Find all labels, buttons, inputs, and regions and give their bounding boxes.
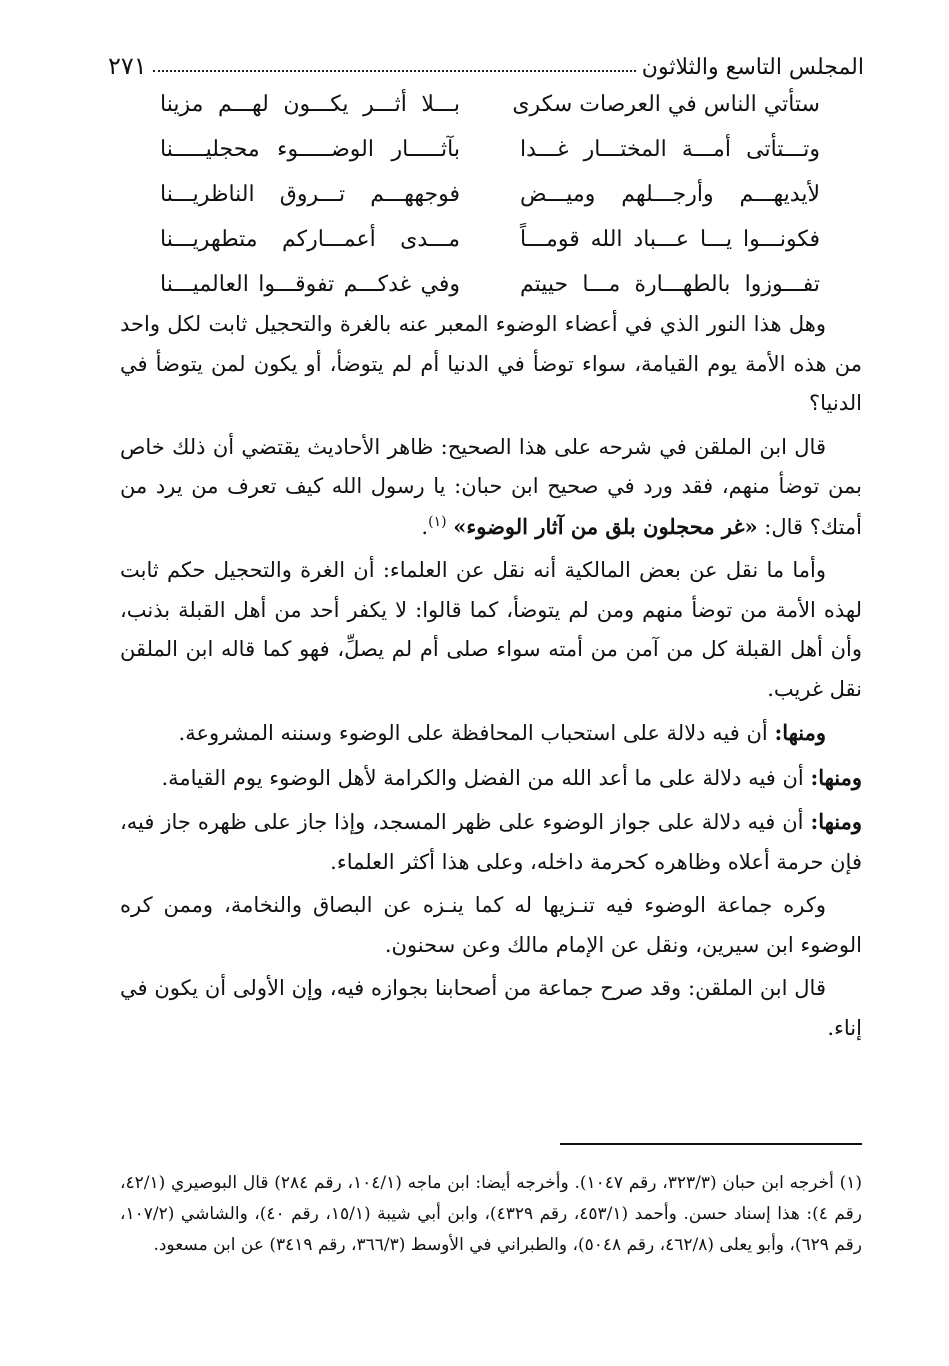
verse <box>160 262 820 307</box>
verse-second-hemistich: بـــلا أثـــر يكـــون لهـــم مزينا <box>160 92 460 117</box>
paragraph: وأما ما نقل عن بعض المالكية أنه نقل عن العلماء: أن الغرة والتحجيل حكم ثابت لهذه الأمة من توضأ منهم ومن لم يتوضأ، كما قالوا: لا يكفر أحد من أهل القبلة بذنب، وأن أهل القبلة كل من آمن من أمته سواء صلى أم لم يصلِّ، فهو كما قاله ابن الملقن نقل غريب. <box>120 558 862 701</box>
footnote-text: (١) أخرجه ابن حبان (٣٢٣/٣، رقم ١٠٤٧). وأخرجه أيضا: ابن ماجه (١٠٤/١، رقم ٢٨٤) قال البوصيري (٤٢/١، رقم ٤): هذا إسناد حسن. وأحمد (٤٥٣/١، رقم ٤٣٢٩)، وابن أبي شيبة (١٥/١، رقم ٤٠)، والشاشي (١٠٧/٢، رقم ٦٢٩)، وأبو يعلى (٤٦٢/٨، رقم ٥٠٤٨)، والطبراني في الأوسط (٣٦٦/٣، رقم ٣٤١٩) عن ابن مسعود. <box>120 1173 863 1255</box>
verse <box>160 82 820 127</box>
paragraph <box>120 758 862 799</box>
verse-second-hemistich: فوجههـــم تـــروق الناظريـــنا <box>160 182 460 207</box>
header-dotted-leader <box>153 69 636 72</box>
poem <box>160 82 820 307</box>
footnote <box>120 1168 862 1261</box>
paragraph: قال ابن الملقن: وقد صرح جماعة من أصحابنا بجوازه فيه، وإن الأولى أن يكون في إناء. <box>120 976 862 1040</box>
body-text <box>120 305 862 1052</box>
verse-first-hemistich: ستأتي الناس في العرصات سكرى <box>512 92 820 117</box>
paragraph-text: أن فيه دلالة على جواز الوضوء على ظهر المسجد، وإذا جاز على ظهره جاز فيه، فإن حرمة أعلاه وظاهره كحرمة داخله، وعلى هذا أكثر العلماء. <box>120 810 862 874</box>
verse-first-hemistich: لأيديهـــم وأرجـــلهم وميـــض <box>520 182 820 207</box>
verse <box>160 172 820 217</box>
verse <box>160 217 820 262</box>
page-header <box>108 40 864 80</box>
verse-first-hemistich: فكونـــوا يـــا عـــباد الله قومـــاً <box>520 227 820 252</box>
hadith-quote: «غر محجلون بلق من آثار الوضوء» <box>453 513 758 539</box>
paragraph: وهل هذا النور الذي في أعضاء الوضوء المعبر عنه بالغرة والتحجيل ثابت لكل واحد من هذه الأمة يوم القيامة، سواء توضأ في الدنيا أم لم يتوضأ، أو يكون لمن يتوضأ في الدنيا؟ <box>120 312 862 415</box>
footnote-separator <box>560 1143 862 1145</box>
paragraph-text: قال ابن الملقن في شرحه على هذا الصحيح: ظاهر الأحاديث يقتضي أن ذلك خاص بمن توضأ منهم، فقد ورد في صحيح ابن حبان: يا رسول الله كيف تعرف من يرد من أمتك؟ قال: <box>120 434 862 539</box>
paragraph-text: أن فيه دلالة على ما أعد الله من الفضل والكرامة لأهل الوضوء يوم القيامة. <box>161 765 811 790</box>
verse-second-hemistich: بآثـــــار الوضـــــوء محجليـــــنا <box>160 137 460 162</box>
paragraph: وكره جماعة الوضوء فيه تنـزيها له كما ينـزه عن البصاق والنخامة، وممن كره الوضوء ابن سيرين، ونقل عن الإمام مالك وعن سحنون. <box>120 893 862 957</box>
paragraph <box>120 713 862 754</box>
chapter-title: المجلس التاسع والثلاثون <box>641 55 864 80</box>
paragraph <box>120 802 862 882</box>
verse <box>160 127 820 172</box>
verse-second-hemistich: مـــدى أعمـــاركم متطهريـــنا <box>160 227 460 252</box>
lead-word: ومنها: <box>810 809 862 834</box>
page-number: ٢٧١ <box>108 52 147 80</box>
paragraph <box>120 428 862 548</box>
footnote-reference[interactable]: (١) <box>428 513 447 530</box>
paragraph-end: . <box>421 514 429 539</box>
paragraph-text: أن فيه دلالة على استحباب المحافظة على الوضوء وسننه المشروعة. <box>178 721 775 745</box>
lead-word: ومنها: <box>774 720 826 745</box>
lead-word: ومنها: <box>810 764 862 790</box>
verse-second-hemistich: وفي غدكـــم تفوقـــوا العالميـــنا <box>160 272 460 297</box>
verse-first-hemistich: تفـــوزوا بالطهـــارة مـــا حييتم <box>520 272 820 297</box>
verse-first-hemistich: وتـــتأتى أمـــة المختـــار غـــدا <box>520 137 820 162</box>
